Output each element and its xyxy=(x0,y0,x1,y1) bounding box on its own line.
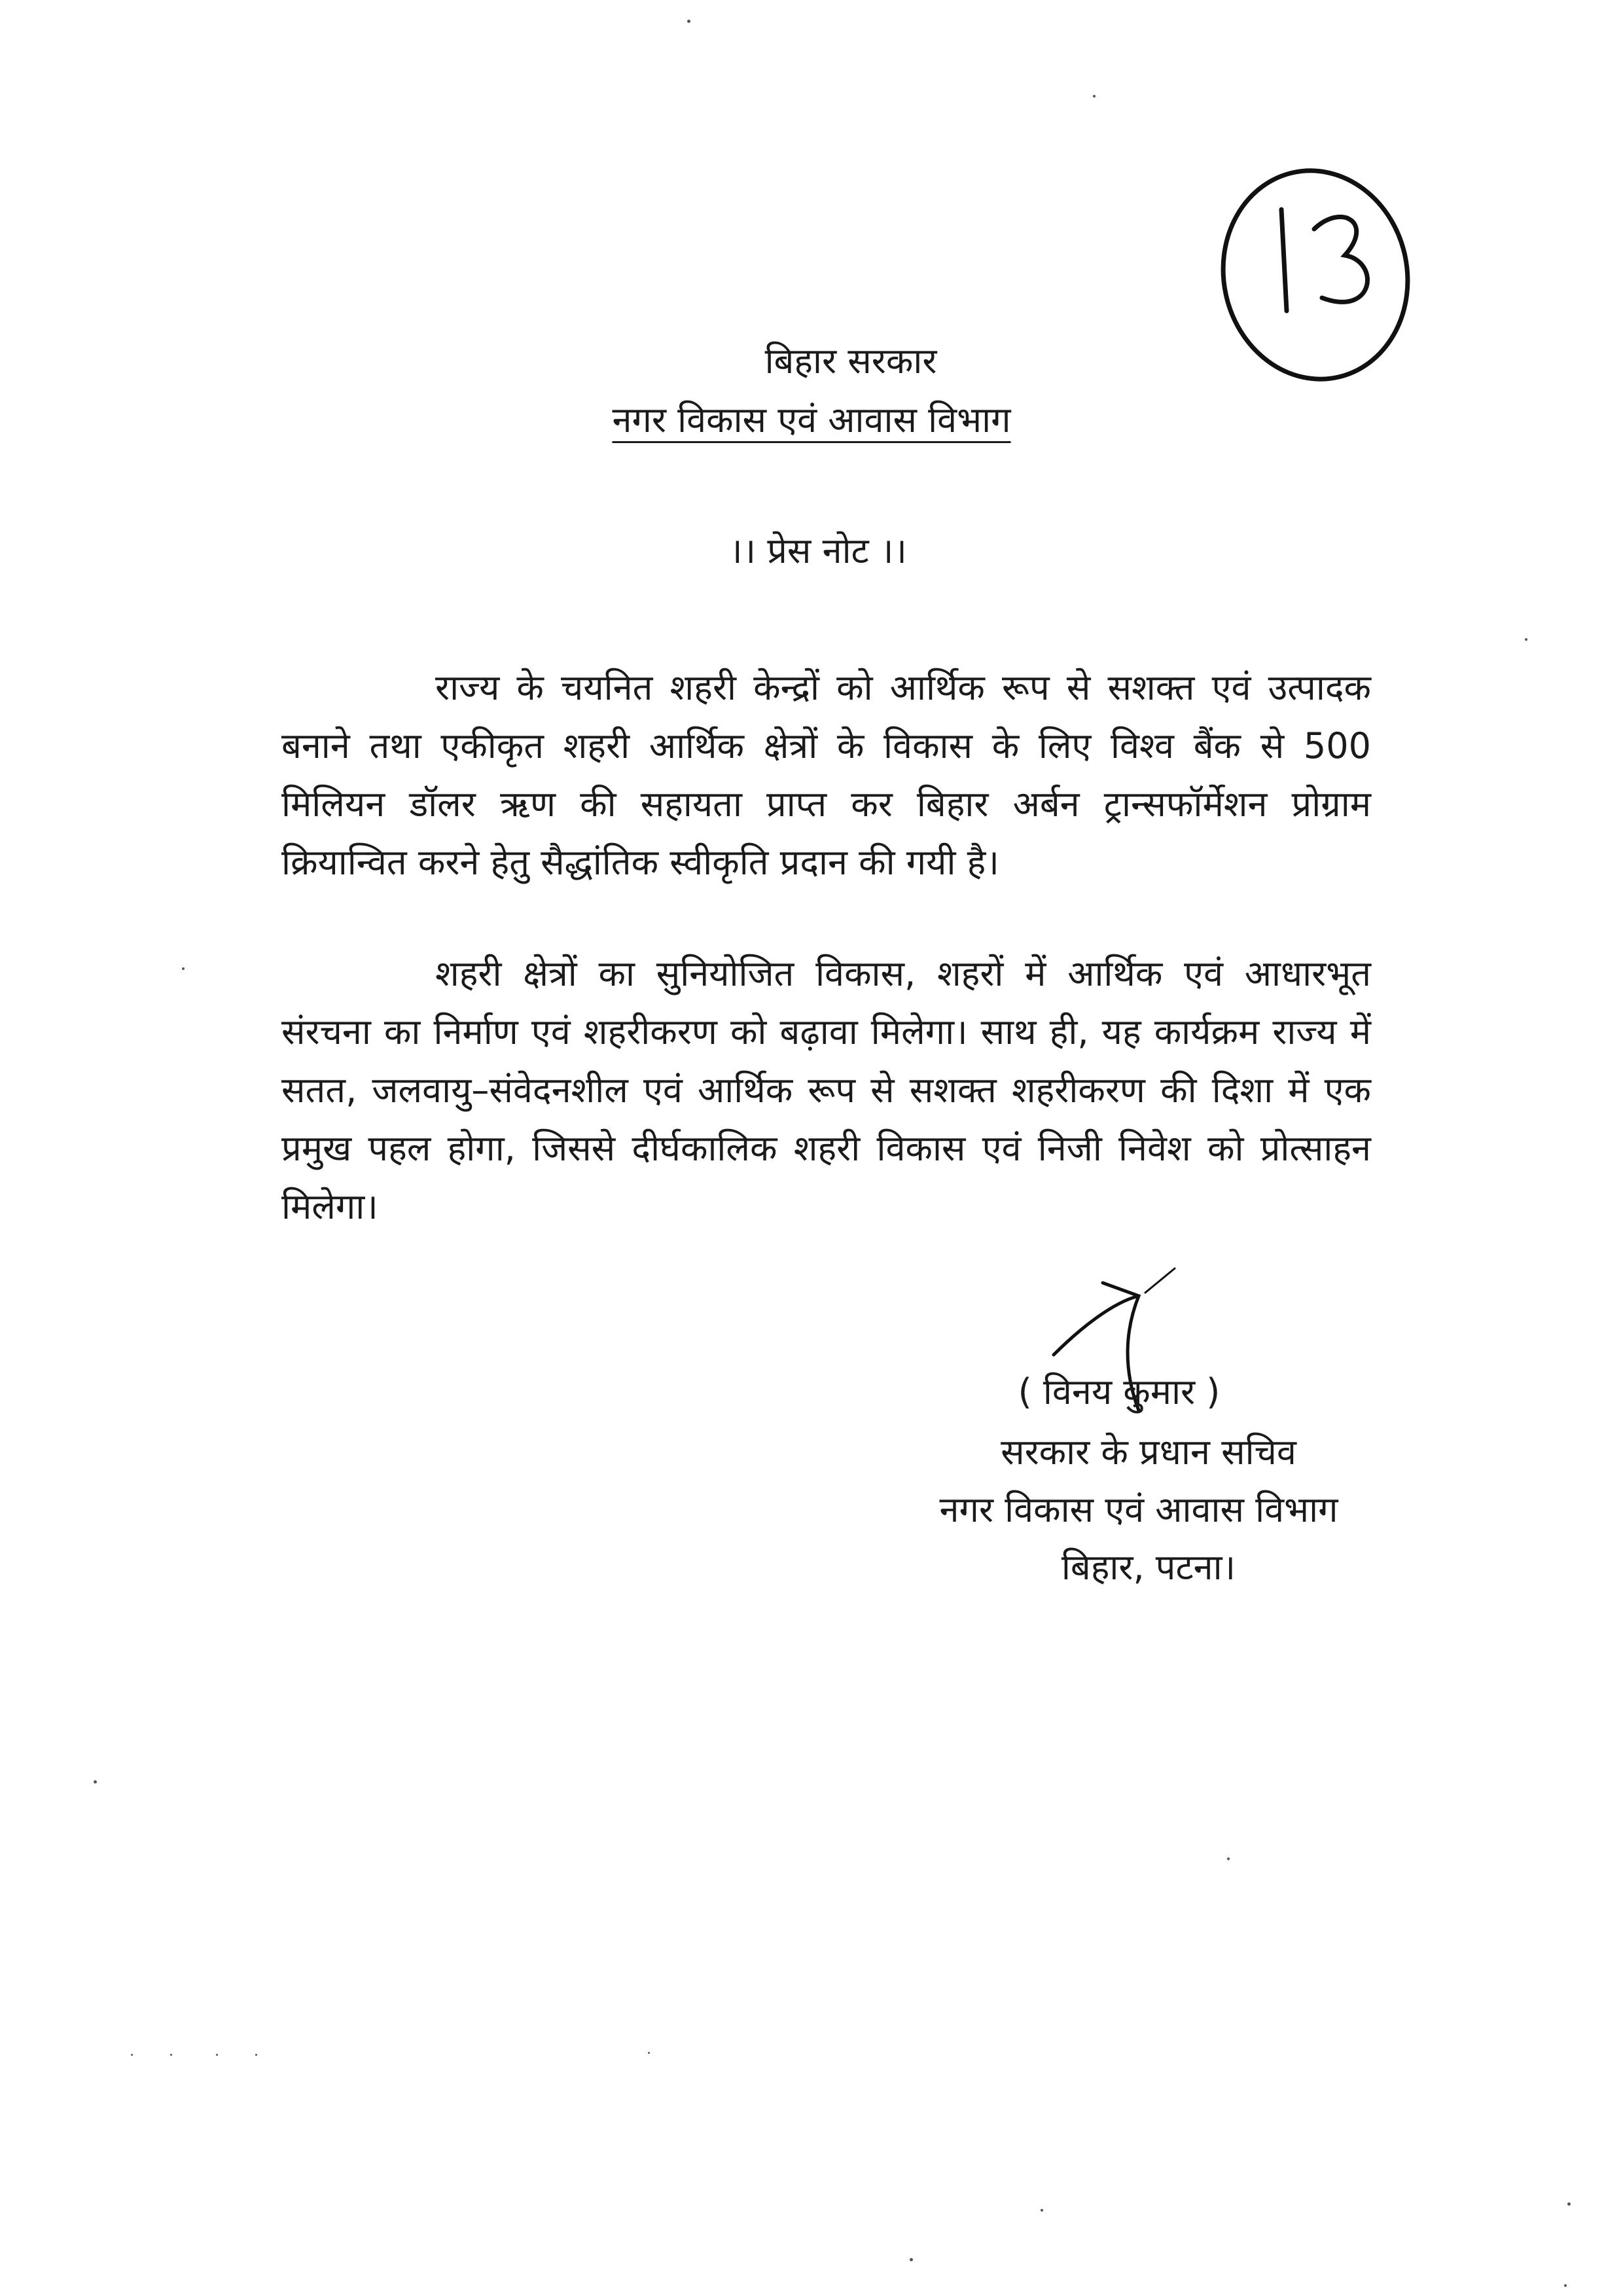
department-title xyxy=(0,399,1623,440)
signatory-name: ( विनय कुमार ) xyxy=(1018,1371,1221,1412)
scan-speck xyxy=(170,2054,172,2056)
signatory-designation: सरकार के प्रधान सचिव xyxy=(1001,1431,1296,1473)
scan-speck xyxy=(648,2052,650,2054)
body-paragraph-1: राज्य के चयनित शहरी केन्द्रों को आर्थिक रूप से सशक्त एवं उत्पादक बनाने तथा एकीकृत शहरी आर्थिक क्षेत्रों के विकास के लिए विश्व बैंक से 500 मिलियन डॉलर ऋण की सहायता प्राप्त कर बिहार अर्बन ट्रान्सफॉर्मेशन प्रोग्राम क्रियान्वित करने हेतु सैद्धांतिक स्वीकृति प्रदान की गयी है। xyxy=(281,667,1371,883)
signatory-department: नगर विकास एवं आवास विभाग xyxy=(939,1489,1338,1530)
press-note-heading: ।। प्रेस नोट ।। xyxy=(729,530,907,571)
scan-speck xyxy=(131,2054,133,2056)
scan-speck xyxy=(255,2054,257,2056)
scan-speck xyxy=(1227,1857,1230,1860)
scan-speck xyxy=(1093,95,1096,98)
scan-speck xyxy=(216,2054,218,2056)
scan-speck xyxy=(1567,2202,1571,2206)
scan-speck xyxy=(687,20,690,23)
government-title: बिहार सरकार xyxy=(764,340,937,382)
scan-speck xyxy=(910,2258,913,2261)
scan-speck xyxy=(1041,2209,1043,2212)
scan-speck xyxy=(182,967,185,970)
scan-speck xyxy=(94,1780,97,1784)
signatory-place: बिहार, पटना। xyxy=(1061,1547,1236,1588)
scan-speck xyxy=(1564,2284,1567,2287)
body-paragraph-2: शहरी क्षेत्रों का सुनियोजित विकास, शहरों में आर्थिक एवं आधारभूत संरचना का निर्माण एवं शहरीकरण को बढ़ावा मिलेगा। साथ ही, यह कार्यक्रम राज्य में सतत, जलवायु–संवेदनशील एवं आर्थिक रूप से सशक्त शहरीकरण की दिशा में एक प्रमुख पहल होगा, जिससे दीर्घकालिक शहरी विकास एवं निजी निवेश को प्रोत्साहन मिलेगा। xyxy=(281,953,1371,1227)
department-title-text: नगर विकास एवं आवास विभाग xyxy=(612,399,1011,440)
scan-speck xyxy=(1525,638,1527,641)
